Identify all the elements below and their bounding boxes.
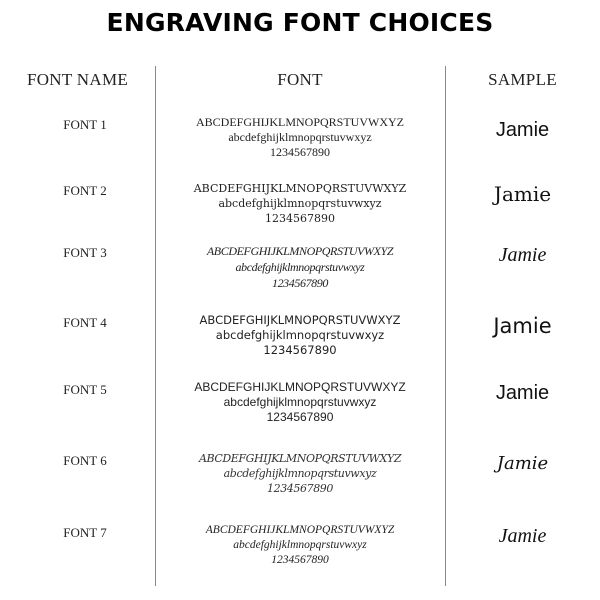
specimen-digits: 1234567890 <box>266 410 334 424</box>
header-font: FONT <box>277 70 323 89</box>
font-sample: Jamie <box>493 182 552 206</box>
specimen-digits: 1234567890 <box>267 482 333 495</box>
font-name: FONT 5 <box>63 382 107 397</box>
font-row-1 <box>0 115 600 175</box>
specimen-lowercase: abcdefghijklmnopqrstuvwxyz <box>215 328 385 342</box>
font-name: FONT 3 <box>63 245 107 260</box>
font-name: FONT 2 <box>63 183 107 198</box>
specimen-lowercase: abcdefghijklmnopqrstuvwxyz <box>228 130 372 144</box>
specimen-digits: 1234567890 <box>270 145 330 159</box>
font-sample: Jamie <box>493 314 552 338</box>
font-row-7 <box>0 523 600 583</box>
font-name: FONT 4 <box>63 315 107 330</box>
font-specimen <box>155 523 445 568</box>
font-specimen <box>155 181 445 226</box>
header-sample: SAMPLE <box>488 70 557 89</box>
specimen-digits: 1234567890 <box>263 343 337 357</box>
font-row-3 <box>0 243 600 303</box>
font-row-6 <box>0 451 600 511</box>
specimen-uppercase: ABCDEFGHIJKLMNOPQRSTUVWXYZ <box>195 115 404 129</box>
specimen-uppercase: ABCDEFGHIJKLMNOPQRSTUVWXYZ <box>194 380 406 394</box>
font-row-2 <box>0 181 600 241</box>
specimen-uppercase: ABCDEFGHIJKLMNOPQRSTUVWXYZ <box>206 244 394 258</box>
specimen-lowercase: abcdefghijklmnopqrstuvwxyz <box>223 467 377 480</box>
specimen-uppercase: ABCDEFGHIJKLMNOPQRSTUVWXYZ <box>199 313 401 327</box>
font-name: FONT 7 <box>63 525 107 540</box>
font-specimen <box>155 313 445 358</box>
font-name: FONT 1 <box>63 117 107 132</box>
font-specimen <box>155 451 445 496</box>
font-row-4 <box>0 313 600 373</box>
specimen-uppercase: ABCDEFGHIJKLMNOPQRSTUVWXYZ <box>193 182 407 195</box>
font-sample: Jamie <box>495 382 550 404</box>
font-specimen <box>155 380 445 425</box>
font-name: FONT 6 <box>63 453 107 468</box>
font-specimen <box>155 115 445 160</box>
font-specimen <box>155 243 445 291</box>
specimen-lowercase: abcdefghijklmnopqrstuvwxyz <box>218 197 382 210</box>
font-sample: Jamie <box>498 244 547 266</box>
specimen-lowercase: abcdefghijklmnopqrstuvwxyz <box>233 539 367 551</box>
font-sample: Jamie <box>498 525 547 547</box>
font-sample: Jamie <box>495 119 550 141</box>
page-title: ENGRAVING FONT CHOICES <box>106 8 494 37</box>
font-row-5 <box>0 380 600 440</box>
font-sample: Jamie <box>496 453 549 474</box>
specimen-lowercase: abcdefghijklmnopqrstuvwxyz <box>223 395 377 409</box>
header-font-name: FONT NAME <box>26 70 129 89</box>
specimen-digits: 1234567890 <box>271 554 329 566</box>
specimen-lowercase: abcdefghijklmnopqrstuvwxyz <box>235 260 365 274</box>
specimen-digits: 1234567890 <box>271 276 328 290</box>
specimen-digits: 1234567890 <box>265 212 335 225</box>
specimen-uppercase: ABCDEFGHIJKLMNOPQRSTUVWXYZ <box>198 452 402 465</box>
specimen-uppercase: ABCDEFGHIJKLMNOPQRSTUVWXYZ <box>205 524 395 536</box>
